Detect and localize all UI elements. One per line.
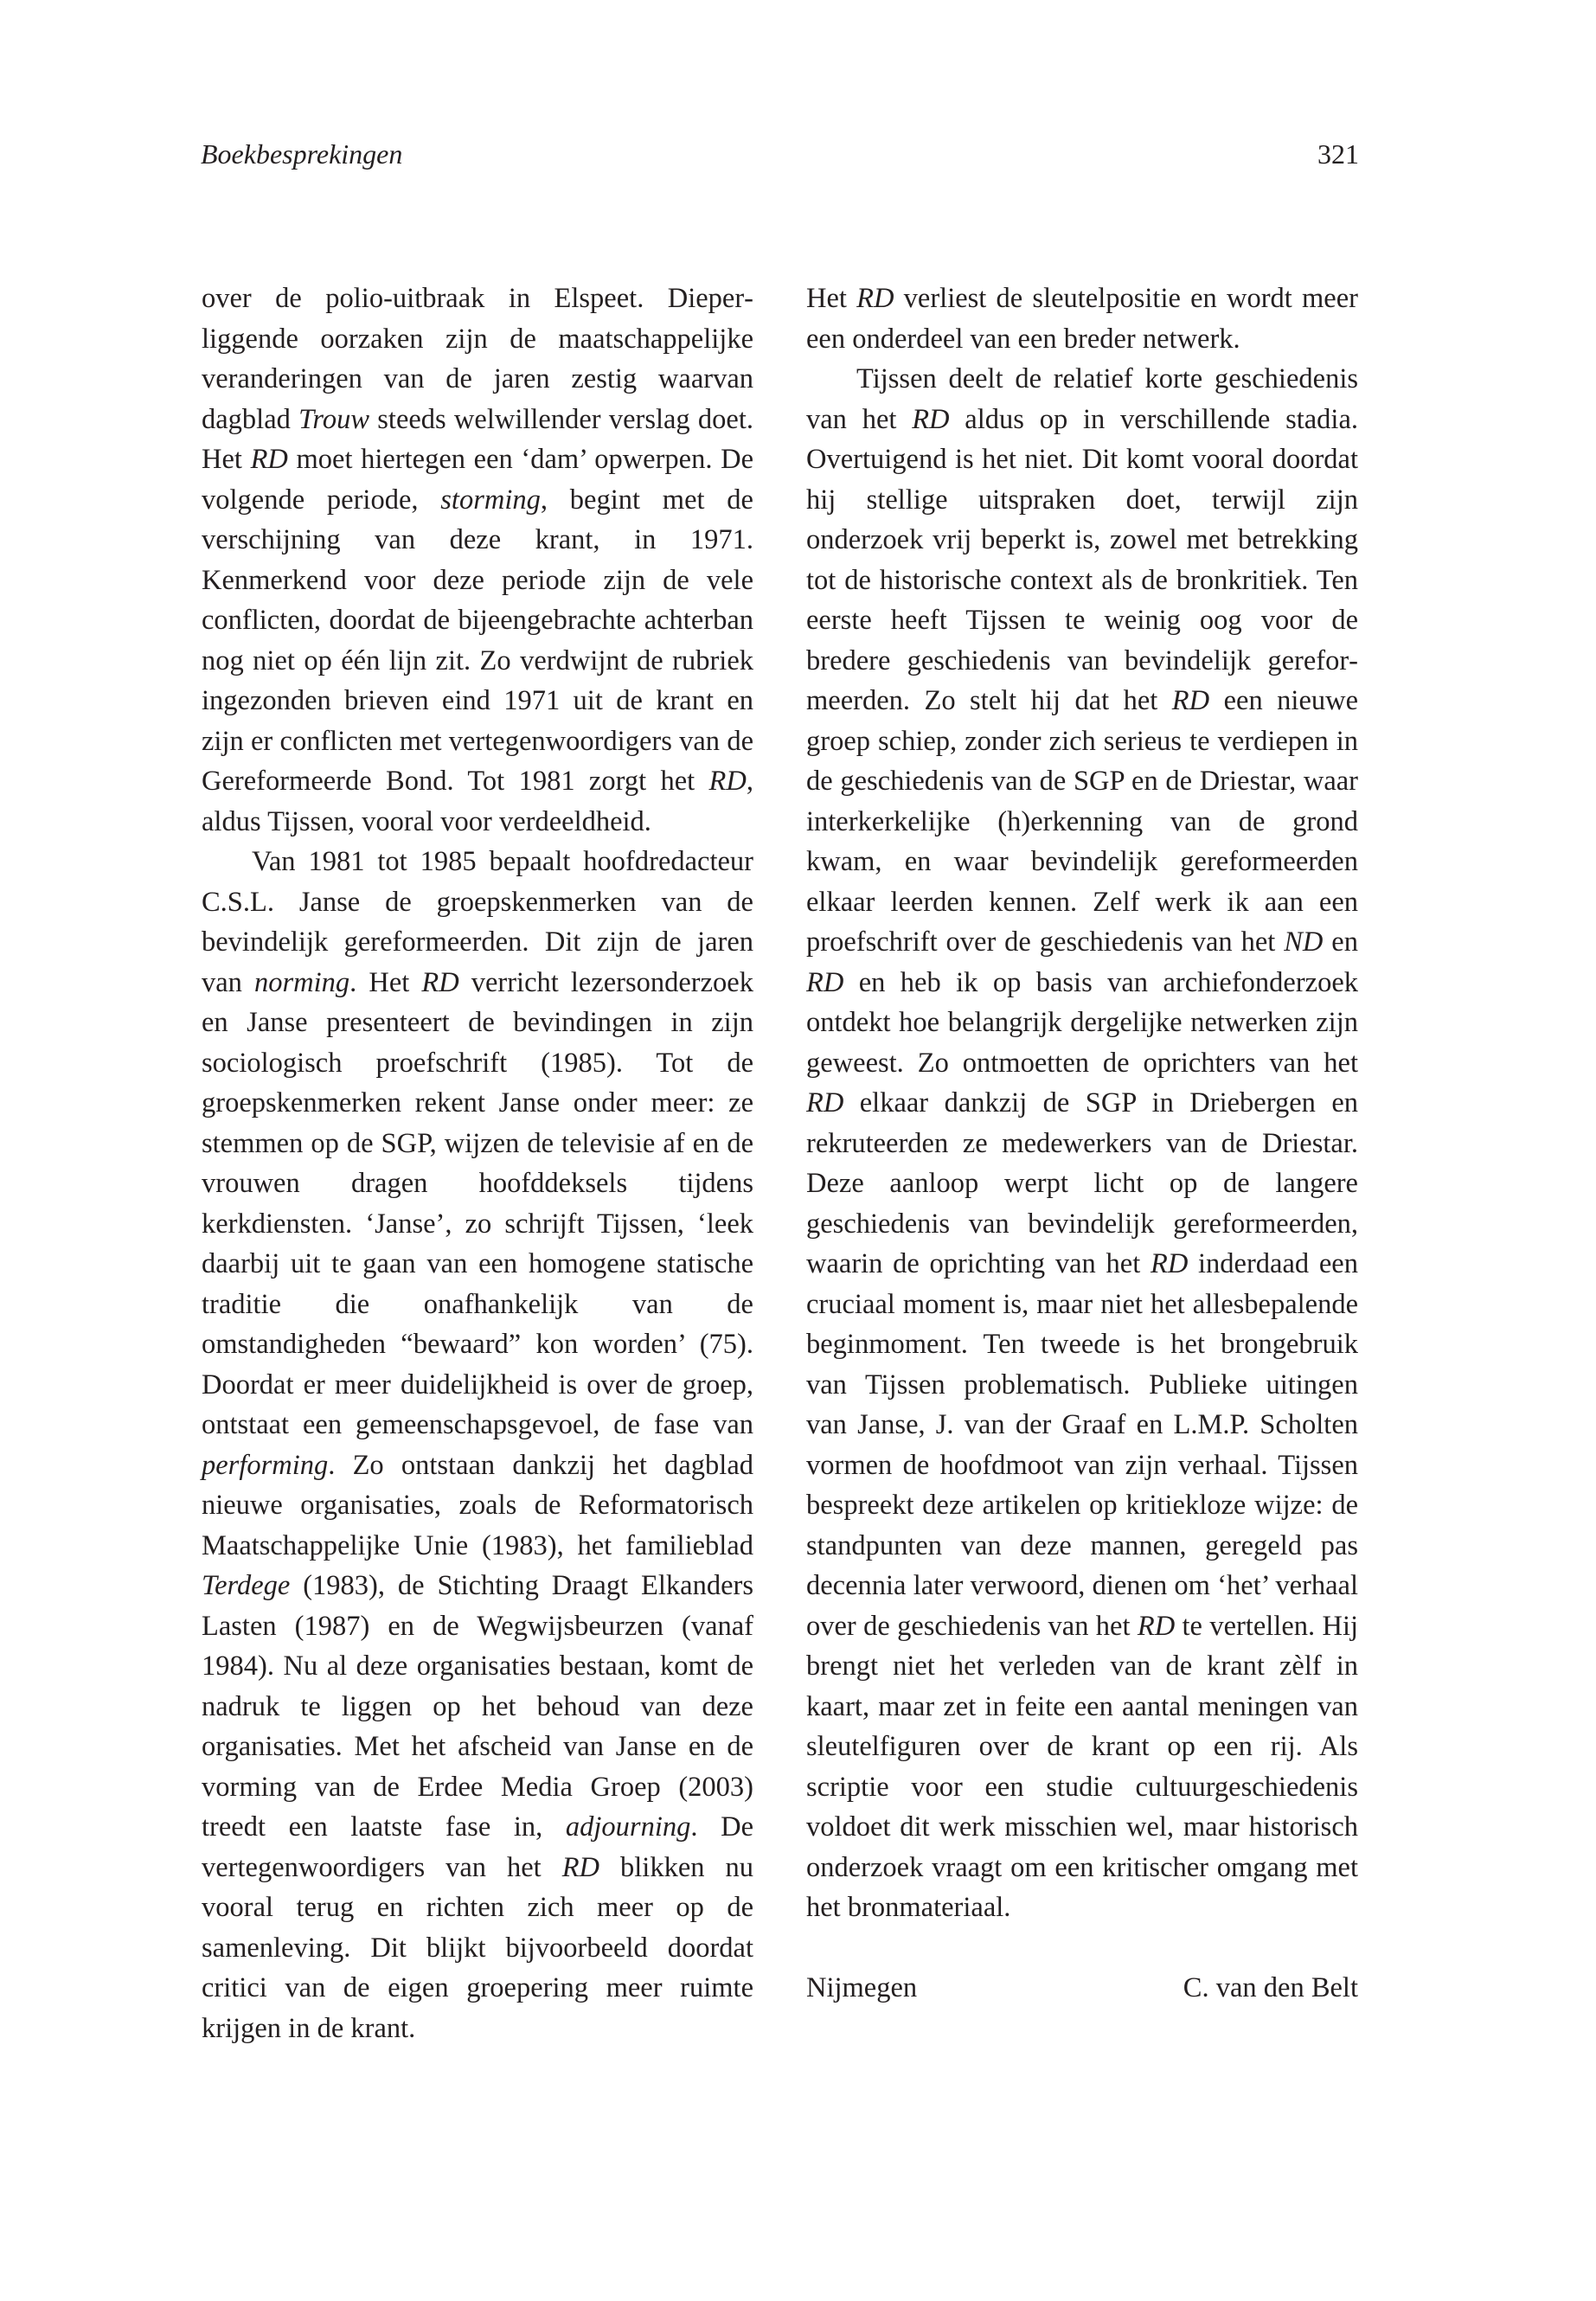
paragraph: Het RD verliest de sleutelpositie en wordt meer een onderdeel van een breder netwerk. [806, 283, 1358, 355]
italic-term: Terdege [202, 1570, 291, 1601]
italic-term: storming [440, 484, 541, 516]
right-column [806, 279, 1358, 2009]
signature-place: Nijmegen [806, 1972, 918, 2003]
italic-term: RD [708, 766, 747, 797]
italic-term: ND [1284, 926, 1324, 958]
italic-term: performing [202, 1449, 329, 1481]
italic-term: RD [1150, 1248, 1189, 1279]
italic-term: RD [1137, 1610, 1176, 1642]
paragraph: Tijssen deelt de relatief korte geschiedenis van het RD aldus op in verschillende stadia. Overtuigend is het niet. Dit komt vooral doordat hij stellige uitspraken doet, terwijl zijn onderzoek vrij beperkt is, zowel met betrekking tot de historische context als de bronkritiek. Ten eerste heeft Tijssen te weinig oog voor de bredere geschiedenis van bevindelijk gereformeerden. Zo stelt hij dat het RD een nieuwe groep schiep, zonder zich serieus te verdiepen in de geschiedenis van de SGP en de Driestar, waar interkerkelijke (h)erkenning van de grond kwam, en waar bevindelijk gereformeerden elkaar leerden kennen. Zelf werk ik aan een proefschrift over de geschiedenis van het ND en RD en heb ik op basis van archiefonderzoek ontdekt hoe belangrijk dergelijke netwerken zijn geweest. Zo ontmoetten de oprichters van het RD elkaar dankzij de SGP in Driebergen en rekruteerden ze medewerkers van de Driestar. Deze aanloop werpt licht op de langere geschiedenis van bevindelijk gereformeerden, waarin de oprichting van het RD inderdaad een cruciaal moment is, maar niet het allesbepalende beginmoment. Ten tweede is het brongebruik van Tijssen problematisch. Publieke uitingen van Janse, J. van der Graaf en L.M.P. Scholten vormen de hoofdmoot van zijn verhaal. Tijssen bespreekt deze artikelen op kritiekloze wijze: de standpunten van deze mannen, geregeld pas decennia later verwoord, dienen om ‘het’ verhaal over de geschiedenis van het RD te vertellen. Hij brengt niet het verleden van de krant zèlf in kaart, maar zet in feite een aantal meningen van sleutelfiguren over de krant op een rij. Als scriptie voor een studie cultuurgeschiedenis voldoet dit werk misschien wel, maar historisch onderzoek vraagt om een kritischer omgang met het bronmateriaal. [806, 363, 1359, 1923]
signature-author: C. van den Belt [1183, 1972, 1358, 2003]
italic-term: Trouw [298, 403, 370, 435]
italic-term: RD [250, 444, 288, 475]
italic-term: RD [856, 283, 894, 314]
paragraph: over de polio-uitbraak in Elspeet. Dieperliggende oorzaken zijn de maatschappelijke veranderingen van de jaren zestig waarvan dagblad Trouw steeds welwillender verslag doet. Het RD moet hiertegen een ‘dam’ opwerpen. De volgende periode, storming, begint met de verschijning van deze krant, in 1971. Kenmerkend voor deze periode zijn de vele conflicten, doordat de bijeengebrachte achterban nog niet op één lijn zit. Zo verdwijnt de rubriek ingezonden brieven eind 1971 uit de krant en zijn er conflicten met vertegenwoordigers van de Gereformeerde Bond. Tot 1981 zorgt het RD, aldus Tijssen, vooral voor verdeeldheid. [202, 283, 753, 837]
italic-term: RD [806, 1087, 844, 1118]
italic-term: RD [912, 403, 950, 435]
italic-term: RD [806, 966, 844, 998]
page-number: 321 [1317, 138, 1359, 170]
italic-term: adjourning [565, 1811, 691, 1843]
running-head: Boekbesprekingen [201, 138, 403, 170]
italic-term: RD [421, 966, 459, 998]
italic-term: norming [254, 966, 350, 998]
italic-term: RD [561, 1851, 600, 1883]
left-column [202, 279, 753, 2048]
signature-line [806, 1968, 1358, 2009]
italic-term: RD [1171, 685, 1210, 716]
paragraph: Van 1981 tot 1985 bepaalt hoofdredacteur C.S.L. Janse de groepskenmerken van de bevindelijk gereformeerden. Dit zijn de jaren van norming. Het RD verricht lezersonderzoek en Janse presenteert de bevindingen in zijn sociologisch proefschrift (1985). Tot de groepskenmerken rekent Janse onder meer: ze stemmen op de SGP, wijzen de televisie af en de vrouwen dragen hoofddeksels tijdens kerkdiensten. ‘Janse’, zo schrijft Tijssen, ‘leek daarbij uit te gaan van een homogene statische traditie die onafhankelijk van de omstandigheden “bewaard” kon worden’ (75). Doordat er meer duidelijkheid is over de groep, ontstaat een gemeenschapsgevoel, de fase van performing. Zo ontstaan dankzij het dagblad nieuwe organisaties, zoals de Reformatorisch Maatschappelijke Unie (1983), het familieblad Terdege (1983), de Stichting Draagt Elkanders Lasten (1987) en de Wegwijsbeurzen (vanaf 1984). Nu al deze organisaties bestaan, komt de nadruk te liggen op het behoud van deze organisaties. Met het afscheid van Janse en de vorming van de Erdee Media Groep (2003) treedt een laatste fase in, adjourning. De vertegenwoordigers van het RD blikken nu vooral terug en richten zich meer op de samenleving. Dit blijkt bijvoorbeeld doordat critici van de eigen groepering meer ruimte krijgen in de krant. [202, 846, 753, 2044]
